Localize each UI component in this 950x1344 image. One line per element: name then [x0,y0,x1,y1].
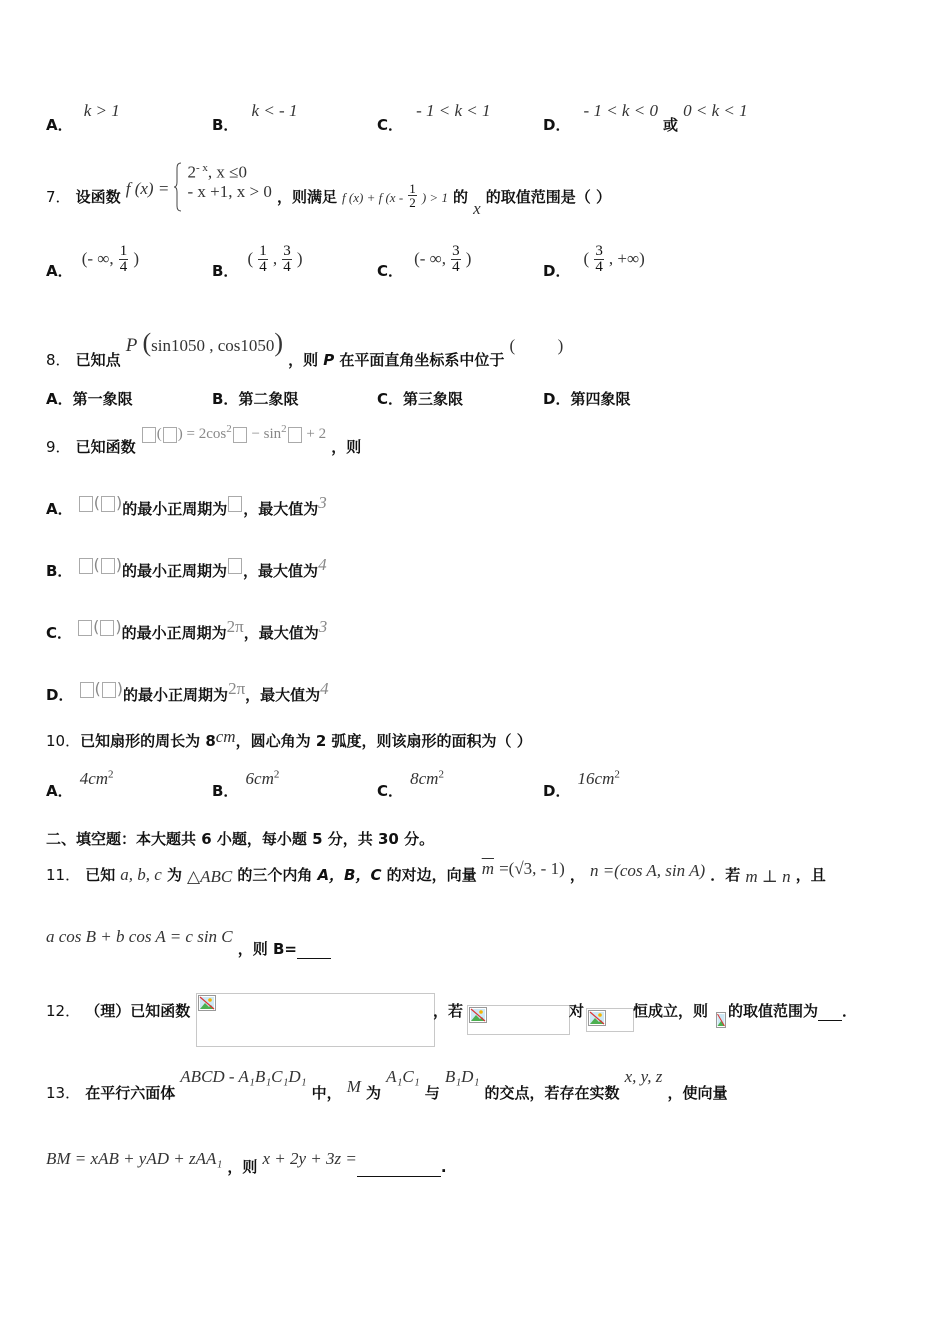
q6-option-a[interactable] [46,100,120,134]
q10-option-d[interactable]: D． $16cm^2$ [543,768,620,800]
vector-n: n =(cos A, sin A) [589,861,706,880]
parallelepiped: ABCD - A₁B₁C₁D₁ [180,1067,307,1086]
fraction: $\frac{3}{4}$ [283,243,291,275]
broken-image-icon [716,1012,726,1028]
q7-option-c[interactable]: C． (- ∞, $\frac{3}{4}$ ) [377,243,472,280]
segment-a1c1: A₁C₁ [386,1067,420,1086]
question-number: 13． [46,1084,81,1102]
math-expr: k < - 1 [251,101,298,120]
answer-paren: ( ) [509,336,564,355]
sides: a, b, c [120,865,162,884]
math-expr: - 1 < k < 1 [416,101,491,120]
question-number: 11． [46,866,81,884]
broken-image-icon [198,995,216,1011]
option-label: B． [212,116,239,134]
math-expr: 0 < k < 1 [683,101,748,120]
q9-option-c[interactable]: C． ( )的最小正周期为2π，最大值为3 [46,617,328,642]
fraction: $\frac{3}{4}$ [452,243,460,275]
math-expr: - 1 < k < 0 [583,101,658,120]
question-text: 已知点 [75,351,121,369]
q10-option-b[interactable]: B． $6cm^2$ [212,768,280,800]
question-11: 11． 已知 a, b, c 为 △ABC 的三个内角 A，B，C 的对边，向量 $\overline{m} =(√3$, - 1) ， n =(cos A, sin A) ．若 m ⊥ n ，且 [46,859,826,886]
question-number: 10． [46,732,81,750]
question-13-line2: BM = xAB + yAD + zAA₁ ，则 x + 2y + 3z = . [46,1149,447,1176]
q9-option-b[interactable]: B． ( )的最小正周期为 ，最大值为4 [46,555,327,580]
question-number: 7． [46,188,71,206]
question-text: 的 [453,188,469,206]
broken-formula-image [196,993,435,1047]
question-number: 12． [46,1002,81,1020]
question-number: 8． [46,351,71,369]
q7-option-b[interactable]: B． ( $\frac{1}{4}$ , $\frac{3}{4}$ ) [212,243,303,280]
target-expression: x + 2y + 3z = [262,1149,357,1168]
q6-option-c[interactable] [377,100,491,134]
fraction: $\frac{1}{4}$ [259,243,267,275]
triangle: △ABC [187,867,233,886]
vector-equation: BM = xAB + yAD + zAA₁ [46,1149,223,1168]
q8-option-b[interactable]: B．第二象限 [212,390,299,408]
option-label: C． [377,116,404,134]
equation: a cos B + b cos A = c sin C [46,927,233,946]
question-9 [46,422,362,456]
point-p: P [125,335,138,356]
q10-option-a[interactable]: A． $4cm^2$ [46,768,114,800]
question-number: 9． [46,438,71,456]
broken-image-icon [469,1007,487,1023]
question-8: 8． 已知点 P (sin1050 , cos1050) ，则 P 在平面直角坐标系中位于 ( ) [46,328,564,369]
q8-option-c[interactable]: C．第三象限 [377,390,464,408]
answer-blank[interactable] [297,940,331,959]
question-text: 已知函数 [75,438,136,456]
question-text: ，则满足 [276,188,337,206]
q10-option-c[interactable]: C． $8cm^2$ [377,768,444,800]
fraction: $\frac{1}{4}$ [119,243,128,275]
question-text: 已知扇形的周长为 8 [80,732,216,750]
option-label: A． [46,262,73,280]
vector-m: $\overline{m}$ [481,859,494,878]
q6-option-d[interactable] [543,100,748,134]
q9-option-a[interactable]: A． ( )的最小正周期为 ，最大值为3 [46,493,327,518]
piecewise-brace [174,162,182,212]
question-text: ，则 [331,438,362,456]
q7-option-d[interactable]: D． ( $\frac{3}{4}$ , +∞) [543,243,645,280]
question-text: 的取值范围是（ ） [485,188,612,206]
segment-b1d1: B₁D₁ [444,1067,480,1086]
question-13: 13． 在平行六面体 ABCD - A₁B₁C₁D₁ 中， M 为 A₁C₁ 与 B₁D₁ 的交点，若存在实数 x, y, z ，使向量 [46,1067,728,1102]
broken-image-icon [588,1010,606,1026]
function-name: f (x) = [125,179,170,198]
section-heading: 二、填空题：本大题共 6 小题，每小题 5 分，共 30 分。 [46,830,435,848]
q8-option-a[interactable]: A．第一象限 [46,390,133,408]
broken-formula-image [467,1005,570,1035]
q8-option-d[interactable]: D．第四象限 [543,390,631,408]
q7-option-a[interactable]: A． (- ∞, $\frac{1}{4}$ ) [46,243,140,280]
piecewise-case-2: - x +1, x > 0 [187,182,272,202]
question-10 [46,727,532,751]
question-11-line2: a cos B + b cos A = c sin C ，则 B= [46,926,331,947]
answer-blank[interactable] [818,1002,842,1021]
option-label: D． [543,116,571,134]
fraction: $\frac{3}{4}$ [595,243,603,275]
q9-option-d[interactable]: D． ( )的最小正周期为2π，最大值为4 [46,679,329,704]
broken-formula-image [716,1012,726,1028]
variable-x: x [473,199,481,218]
question-text: ，圆心角为 2 弧度，则该扇形的面积为（ ） [235,732,532,750]
unit: cm [215,727,236,746]
option-label: C． [377,262,404,280]
fraction: $\frac{1}{2}$ [409,181,416,210]
option-label: A． [46,116,73,134]
piecewise-case-1: 2 [187,162,196,182]
question-12: 12． （理）已知函数 [46,1002,191,1020]
inequality: f (x) + f (x - [342,190,404,205]
question-text: ，则 [288,351,319,369]
broken-formula-image [586,1008,634,1032]
point-m: M [346,1077,361,1096]
inequality: ) > 1 [421,190,448,205]
option-label: D． [543,262,571,280]
angles: A，B，C [317,866,382,884]
question-text: 在平面直角坐标系中位于 [339,351,505,369]
point-coords: sin1050 , cos1050 [151,336,275,355]
option-label: B． [212,262,239,280]
function-formula: ( ) = $2\cos^2 - \sin^2 + 2$ [141,426,326,442]
question-7: 7． 设函数 f (x) = $2^{- x}$, x ≤0 - x +1, x > 0 ，则满足 $_{f (x) + f (x -}$ $\frac{1}{2}$ $_{) > 1}$ 的 x 的取值范围是（ ） [46,162,612,218]
vector-m-value: =(√3, - 1) [499,859,565,878]
point-p-italic: P [323,351,335,369]
math-expr: k > 1 [83,101,120,120]
q6-option-b[interactable] [212,100,298,134]
perpendicular: m ⊥ n [745,867,791,886]
or-text: 或 [663,116,679,134]
question-text: 设函数 [75,188,121,206]
real-numbers: x, y, z [624,1067,663,1086]
answer-blank[interactable] [357,1158,441,1177]
